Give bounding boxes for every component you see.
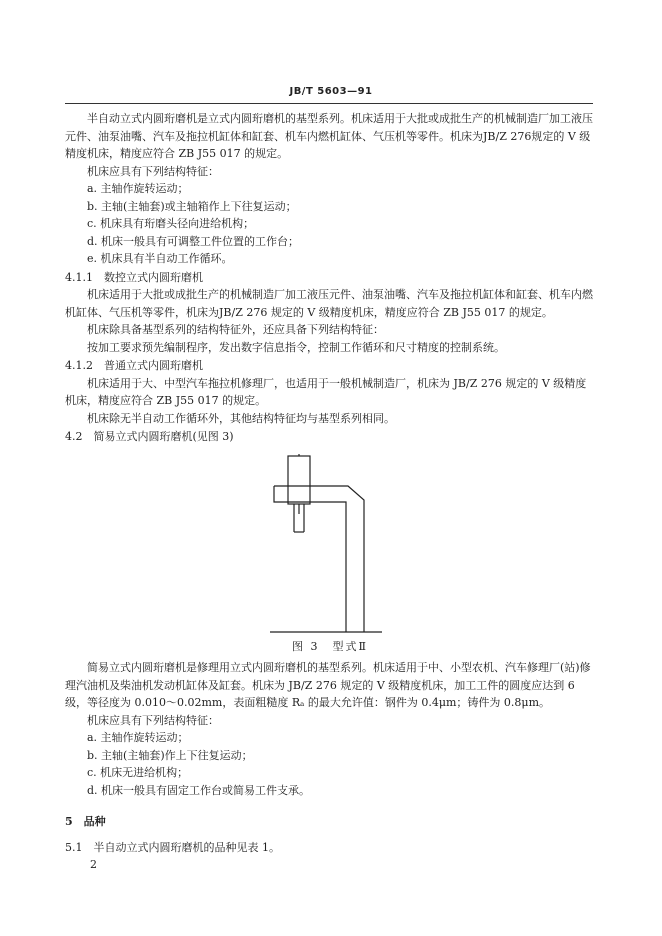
document-header: JB/T 5603—91 xyxy=(289,86,373,97)
paragraph: 机床应具有下列结构特征： xyxy=(87,713,219,727)
list-item: a. 主轴作旋转运动； xyxy=(87,731,189,744)
section-heading: 4.1.1 数控立式内圆珩磨机 xyxy=(65,270,203,284)
paragraph: 按加工要求预先编制程序，发出数字信息指令，控制工作循环和尺寸精度的控制系统。 xyxy=(87,340,505,354)
list-item: e. 机床具有半自动工作循环。 xyxy=(87,252,233,265)
paragraph: 简易立式内圆珩磨机是修理用立式内圆珩磨机的基型系列。机床适用于中、小型农机、汽车修理厂(站)修理汽油机及柴油机发动机缸体及缸套。机床为 JB/Z 276 规定的 V 级精度机床，加工工件的圆度应达到 6 级，等径度为 0.010～0.02mm，表面粗糙度 Rₐ 的最大允许值：钢件为 0.4μm；铸件为 0.8μm。 xyxy=(65,661,591,709)
header-rule xyxy=(65,103,593,104)
paragraph: 机床应具有下列结构特征： xyxy=(87,164,219,178)
paragraph: 半自动立式内圆珩磨机是立式内圆珩磨机的基型系列。机床适用于大批或成批生产的机械制造厂加工液压元件、油泵油嘴、汽车及拖拉机缸体和缸套、机车内燃机缸体、气压机等零件。机床为JB/Z 276规定的 V 级精度机床，精度应符合 ZB J55 017 的规定。 xyxy=(65,112,593,160)
section-heading: 4.1.2 普通立式内圆珩磨机 xyxy=(65,359,203,372)
list-item: d. 机床一般具有固定工作台或简易工件支承。 xyxy=(87,783,311,797)
paragraph: 机床除无半自动工作循环外，其他结构特征均与基型系列相同。 xyxy=(87,411,395,425)
list-item: a. 主轴作旋转运动； xyxy=(87,182,189,195)
list-item: b. 主轴(主轴套)作上下往复运动； xyxy=(87,748,253,762)
section-heading: 5.1 半自动立式内圆珩磨机的品种见表 1。 xyxy=(65,840,280,854)
list-item: d. 机床一般具有可调整工件位置的工作台； xyxy=(87,234,300,248)
page-number: 2 xyxy=(90,858,97,871)
paragraph: 机床适用于大、中型汽车拖拉机修理厂，也适用于一般机械制造厂，机床为 JB/Z 276 规定的 V 级精度机床，精度应符合 ZB J55 017 的规定。 xyxy=(65,376,587,407)
list-item: c. 机床无进给机构； xyxy=(87,766,189,779)
paragraph: 机床适用于大批或成批生产的机械制造厂加工液压元件、油泵油嘴、汽车及拖拉机缸体和缸套、机车内燃机缸体、气压机等零件，机床为JB/Z 276 规定的 V 级精度机床，精度应符合 ZB J55 017 的规定。 xyxy=(65,288,593,319)
section-heading: 5 品种 xyxy=(65,815,106,828)
honing-machine-diagram xyxy=(270,452,390,642)
paragraph: 机床除具备基型系列的结构特征外，还应具备下列结构特征： xyxy=(87,323,384,336)
list-item: c. 机床具有珩磨头径向进给机构； xyxy=(87,217,255,230)
page-body xyxy=(65,110,595,856)
list-item: b. 主轴(主轴套)或主轴箱作上下往复运动； xyxy=(87,199,297,213)
figure-3 xyxy=(65,452,595,642)
figure-caption: 图 3 型式Ⅱ xyxy=(292,639,368,653)
section-heading: 4.2 简易立式内圆珩磨机(见图 3) xyxy=(65,430,234,443)
